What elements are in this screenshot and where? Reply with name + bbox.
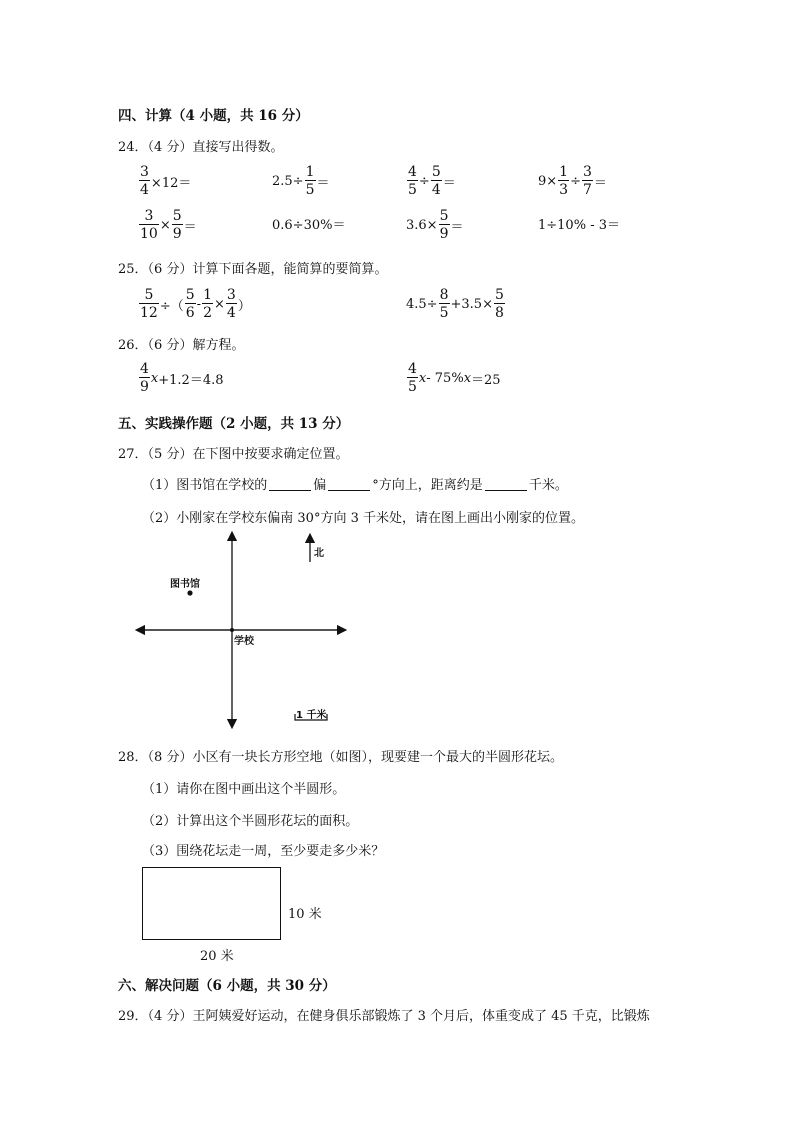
scale-label: 1 千米 [296,710,327,721]
q25-expression-1: $\frac{5}{12}$ ÷（ $\frac{5}{6}$ - $\frac{1}{2}$ × $\frac{3}{4}$ ） [140,287,251,321]
fraction: $\frac{3}{10}$ [140,208,158,242]
q24-item-2: 2.5÷ $\frac{1}{5}$ ＝ [272,164,330,198]
question-29-stem: 29．（4 分）王阿姨爱好运动，在健身俱乐部锻炼了 3 个月后，体重变成了 45 千克，比锻炼 [118,1009,650,1024]
fraction: $\frac{5}{12}$ [140,287,158,321]
fraction: $\frac{3}{4}$ [226,287,236,321]
q27-part-2: （2）小刚家在学校东偏南 30°方向 3 千米处，请在图上画出小刚家的位置。 [142,511,584,526]
fraction: $\frac{5}{8}$ [494,287,504,321]
fraction: $\frac{1}{5}$ [305,164,315,198]
school-label: 学校 [234,636,254,647]
section-4-title: 四、计算（4 小题，共 16 分） [118,108,309,124]
q24-item-3: $\frac{4}{5}$ ÷ $\frac{5}{4}$ ＝ [408,164,456,198]
q24-item-4: 9× $\frac{1}{3}$ ÷ $\frac{3}{7}$ ＝ [538,164,607,198]
location-map [130,530,360,730]
q28-part-1: （1）请你在图中画出这个半圆形。 [142,782,346,797]
q24-item-8: 1÷10% - 3＝ [538,218,620,233]
north-label: 北 [314,548,324,559]
answer-blank[interactable] [328,478,370,491]
fraction: $\frac{5}{9}$ [439,208,449,242]
q24-item-7: 3.6× $\frac{5}{9}$ ＝ [406,208,464,242]
fraction: $\frac{5}{6}$ [185,287,195,321]
fraction: $\frac{8}{5}$ [439,287,449,321]
width-label: 10 米 [288,907,322,922]
q24-item-1: $\frac{3}{4}$ ×12＝ [140,164,192,198]
q24-item-6: 0.6÷30%＝ [272,218,346,233]
fraction: $\frac{3}{7}$ [583,164,592,198]
section-5-title: 五、实践操作题（2 小题，共 13 分） [118,416,350,432]
question-25-stem: 25．（6 分）计算下面各题，能简算的要简算。 [118,262,388,277]
q28-part-3: （3）围绕花坛走一周，至少要走多少米？ [142,844,385,859]
q27-part-1: （1）图书馆在学校的 偏 °方向上，距离约是 千米。 [142,478,568,493]
fraction: $\frac{4}{5}$ [408,164,417,198]
q25-expression-2: 4.5÷ $\frac{8}{5}$ +3.5× $\frac{5}{8}$ [406,287,504,321]
rectangle-plot [142,867,281,940]
fraction: $\frac{1}{3}$ [559,164,569,198]
q26-equation-1: $\frac{4}{9}$ x +1.2＝4.8 [140,361,224,395]
answer-blank[interactable] [485,478,527,491]
fraction: $\frac{1}{2}$ [203,287,212,321]
fraction: $\frac{4}{9}$ [140,361,149,395]
question-26-stem: 26．（6 分）解方程。 [118,338,245,353]
question-27-stem: 27．（5 分）在下图中按要求确定位置。 [118,447,349,462]
fraction: $\frac{5}{4}$ [431,164,441,198]
q24-item-5: $\frac{3}{10}$ × $\frac{5}{9}$ ＝ [140,208,197,242]
library-point [187,590,192,595]
length-label: 20 米 [200,949,234,964]
q28-part-2: （2）计算出这个半圆形花坛的面积。 [142,814,359,829]
fraction: $\frac{4}{5}$ [408,361,417,395]
question-28-stem: 28．（8 分）小区有一块长方形空地（如图），现要建一个最大的半圆形花坛。 [118,750,563,765]
section-6-title: 六、解决问题（6 小题，共 30 分） [118,978,336,994]
answer-blank[interactable] [269,478,311,491]
question-24-stem: 24．（4 分）直接写出得数。 [118,140,284,155]
library-label: 图书馆 [170,579,200,590]
q26-equation-2: $\frac{4}{5}$ x - 75% x ＝25 [408,361,501,395]
fraction: $\frac{3}{4}$ [140,164,149,198]
fraction: $\frac{5}{9}$ [172,208,182,242]
